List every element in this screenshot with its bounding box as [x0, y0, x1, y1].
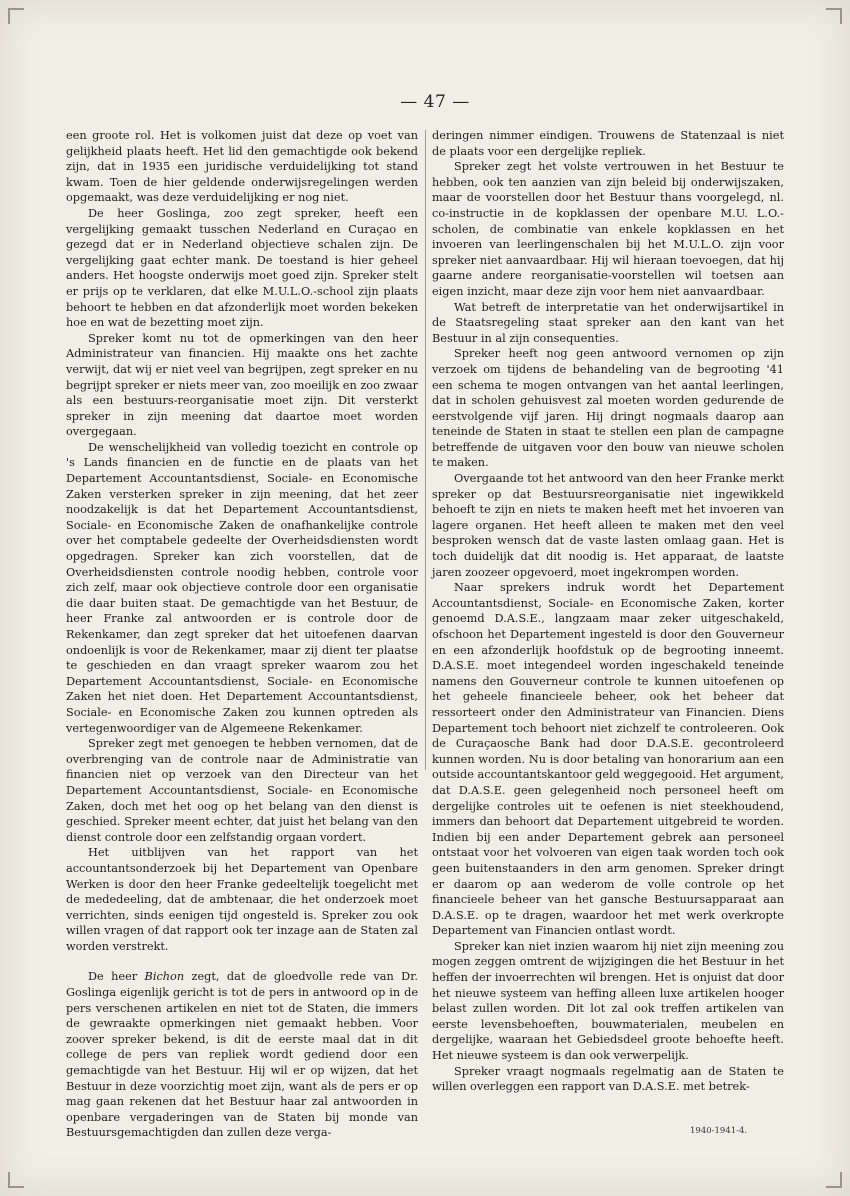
paragraph: een groote rol. Het is volkomen juist dat deze op voet van gelijkheid plaats heeft. Het lid den gemachtigde ook bekend zijn, dat in 1935 een juridische verduidelijking tot stand kwam. Toen de hier geldende onderwijsregelingen werden opgemaakt, was deze verduidelijking er nog niet. — [66, 129, 418, 205]
paragraph: De wenschelijkheid van volledig toezicht en controle op 's Lands financien en de functie en de plaats van het Departement Accountantsdienst, Sociale- en Economische Zaken versterken spreker in zijn meening, dat het zeer noodzakelijk is dat het Departement Accountantsdienst, Sociale- en Economische Zaken de onafhankelijke controle over het comptabele gedeelte der Overheidsdiensten wordt opgedragen. Spreker kan zich voorstellen, dat de Overheidsdiensten controle noodig hebben, controle voor zich zelf, maar ook objectieve controle door een organisatie die daar buiten staat. De gemachtigde van het Bestuur, de heer Franke zal antwoorden er is controle door de Rekenkamer, dan zegt spreker dat het uitoefenen daarvan ondoenlijk is voor de Rekenkamer, maar zij dient ter plaatse te geschieden en dan vraagt spreker waarom zou het Departement Accountantsdienst, Sociale- en Economische Zaken het niet doen. Het Departement Accountantsdienst, Sociale- en Economische Zaken zou kunnen optreden als vertegenwoordiger van de Algemeene Rekenkamer. — [66, 440, 418, 735]
corner-mark — [8, 1172, 24, 1188]
paragraph: Spreker komt nu tot de opmerkingen van den heer Administrateur van financien. Hij maakte ons het zachte verwijt, dat wij er niet veel van begrijpen, zegt spreker en nu begrijpt spreker er niets meer van, zoo moeilijk en zoo zwaar als een bestuurs-reorganisatie moet zijn. Dit versterkt spreker in zijn meening dat daartoe moet worden overgegaan. — [66, 331, 418, 439]
paragraph — [66, 969, 418, 1141]
paragraph: Spreker kan niet inzien waarom hij niet zijn meening zou mogen zeggen omtrent de wijzigingen die het Bestuur in het heffen der invoerrechten wil brengen. Het is onjuist dat door het nieuwe systeem van heffing alleen luxe artikelen hooger belast zullen worden. Dit lot zal ook treffen artikelen van eerste levensbehoeften, bouwmaterialen, meubelen en dergelijke, waaraan het Gebiedsdeel groote behoefte heeft. Het nieuwe systeem is dan ook verwerpelijk. — [432, 939, 784, 1063]
paragraph: Het uitblijven van het rapport van het accountantsonderzoek bij het Departement van Openbare Werken is door den heer Franke gedeeltelijk toegelicht met de mededeeling, dat de ambtenaar, die het onderzoek moet verrichten, sinds eenigen tijd ongesteld is. Spreker zou ook willen vragen of dat rapport ook ter inzage aan de Staten zal worden verstrekt. — [66, 846, 418, 953]
paragraph: Spreker zegt het volste vertrouwen in het Bestuur te hebben, ook ten aanzien van zijn beleid bij onderwijszaken, maar de voorstellen door het Bestuur thans voorgelegd, nl. co-instructie in de kopklassen der openbare M.U. L.O.-scholen, de combinatie van enkele kopklassen en het invoeren van leerlingenschalen bij het M.U.L.O. zijn voor spreker niet aanvaardbaar. Hij wil hieraan toevoegen, dat hij gaarne andere reorganisatie-voorstellen wil toetsen aan eigen inzicht, maar deze zijn voor hem niet aanvaardbaar. — [432, 160, 784, 298]
paragraph-text: zegt, dat de gloedvolle rede van Dr. Goslinga eigenlijk gericht is tot de pers in antwoord op in de pers verschenen artikelen en niet tot de Staten, die immers de gewraakte opmerkingen niet gemaakt hebben. Voor zoover spreker bekend, is dit de eerste maal dat in dit college de pers van repliek wordt gediend door een gemachtigde van het Bestuur. Hij wil er op wijzen, dat het Bestuur in deze voorzichtig moet zijn, want als de pers er op mag gaan rekenen dat het Bestuur haar zal antwoorden in openbare vergaderingen van de Staten bij monde van Bestuursgemachtigden dan zullen deze verga- — [66, 970, 418, 1140]
paragraph: Spreker heeft nog geen antwoord vernomen op zijn verzoek om tijdens de behandeling van de begrooting '41 een schema te mogen ontvangen van het aantal leerlingen, dat in scholen gehuisvest zal moeten worden gedurende de eerstvolgende vijf jaren. Hij dringt nogmaals daarop aan teneinde de Staten in staat te stellen een plan de campagne betreffende de uitgaven voor den bouw van nieuwe scholen te maken. — [432, 347, 784, 470]
speaker-name: Bichon — [144, 970, 185, 984]
paragraph: Spreker vraagt nogmaals regelmatig aan de Staten te willen overleggen een rapport van D.A.S.E. met betrek- — [432, 1064, 784, 1094]
right-column — [432, 128, 784, 1095]
left-column — [66, 128, 418, 1141]
paragraph: Overgaande tot het antwoord van den heer Franke merkt spreker op dat Bestuursreorganisatie niet ingewikkeld behoeft te zijn en niets te maken heeft met het invoeren van lagere organen. Het heeft alleen te maken met den veel besproken wensch dat de vaste lasten omlaag gaan. Het is toch duidelijk dat dit noodig is. Het apparaat, de laatste jaren zoozeer opgevoerd, moet ingekrompen worden. — [432, 472, 784, 579]
corner-mark — [826, 8, 842, 24]
corner-mark — [826, 1172, 842, 1188]
footer-code: 1940-1941-4. — [690, 1126, 748, 1136]
paragraph: De heer Goslinga, zoo zegt spreker, heeft een vergelijking gemaakt tusschen Nederland en Curaçao en gezegd dat er in Nederland objectieve schalen zijn. De vergelijking gaat echter mank. De toestand is hier geheel anders. Het hoogste onderwijs moet goed zijn. Spreker stelt er prijs op te verklaren, dat elke M.U.L.O.-school zijn plaats behoort te hebben en dat afzonderlijk moet worden bekeken hoe en wat de bezetting moet zijn. — [66, 206, 418, 330]
paragraph: Wat betreft de interpretatie van het onderwijsartikel in de Staatsregeling staat spreker aan den kant van het Bestuur in al zijn consequenties. — [432, 300, 784, 345]
paragraph: Spreker zegt met genoegen te hebben vernomen, dat de overbrenging van de controle naar de Administratie van financien niet op verzoek van den Directeur van het Departement Accountantsdienst, Sociale- en Economische Zaken, doch met het oog op het belang van den dienst is geschied. Spreker meent echter, dat juist het belang van den dienst controle door een zelfstandig orgaan vordert. — [66, 737, 418, 844]
corner-mark — [8, 8, 24, 24]
paragraph: deringen nimmer eindigen. Trouwens de Statenzaal is niet de plaats voor een dergelijke repliek. — [432, 129, 784, 158]
paragraph: Naar sprekers indruk wordt het Departement Accountantsdienst, Sociale- en Economische Zaken, korter genoemd D.A.S.E., langzaam maar zeker uitgeschakeld, ofschoon het Departement ingesteld is door den Gouverneur en een afzonderlijk hoofdstuk op de begrooting inneemt. D.A.S.E. moet integendeel worden ingeschakeld teneinde namens den Gouverneur controle te kunnen uitoefenen op het geheele financieele beheer, ook het beheer dat ressorteert onder den Administrateur van Financien. Diens Departement toch behoort niet zichzelf te controleeren. Ook de Curaçaosche Bank had door D.A.S.E. gecontroleerd kunnen worden. Nu is door betaling van honorarium aan een outside accountantskantoor geld weggegooid. Het argument, dat D.A.S.E. geen gelegenheid noch personeel heeft om dergelijke controles uit te oefenen is niet steekhoudend, immers dan behoort dat Departement uitgebreid te worden. Indien bij een ander Departement gebrek aan personeel ontstaat voor het volvoeren van eigen taak worden toch ook geen buitenstaanders in den arm genomen. Spreker dringt er daarom op aan wederom de volle controle op het financieele beheer van het gansche Bestuursapparaat aan D.A.S.E. op te dragen, waardoor het met werk overkropte Departement van Financien ontlast wordt. — [432, 581, 784, 938]
page-number: — 47 — — [400, 92, 470, 112]
column-divider — [425, 130, 426, 770]
paragraph-text: De heer — [88, 970, 145, 984]
